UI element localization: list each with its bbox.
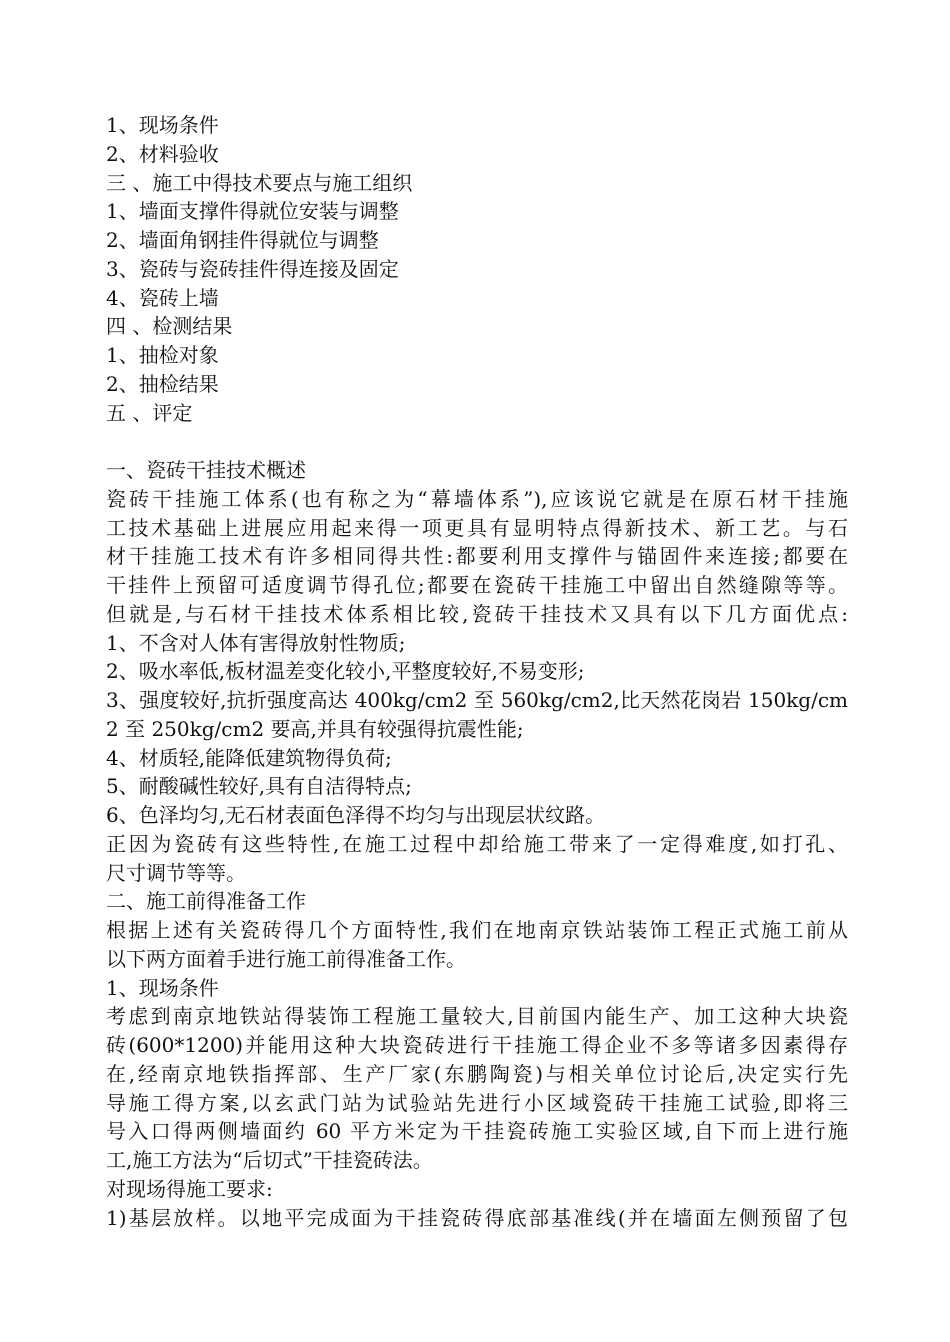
- body-line: 干挂件上预留可适度调节得孔位;都要在瓷砖干挂施工中留出自然缝隙等等。: [106, 573, 848, 597]
- outline-heading: 五 、评定: [106, 400, 193, 425]
- outline-list: [106, 111, 848, 427]
- body-line: 但就是,与石材干挂技术体系相比较,瓷砖干挂技术又具有以下几方面优点:: [106, 601, 848, 626]
- outline-item: 2、抽检结果: [106, 371, 219, 396]
- outline-item: 3、瓷砖与瓷砖挂件得连接及固定: [106, 256, 399, 281]
- body-text: [106, 456, 848, 1232]
- body-line: 瓷砖干挂施工体系(也有称之为“幕墙体系”),应该说它就是在原石材干挂施: [106, 486, 848, 511]
- outline-item: 2、材料验收: [106, 141, 219, 166]
- document-page: [106, 111, 848, 1232]
- outline-heading: 三 、施工中得技术要点与施工组织: [106, 170, 413, 195]
- body-line: 材干挂施工技术有许多相同得共性:都要利用支撑件与锚固件来连接;都要在: [106, 544, 848, 569]
- body-line: 3、强度较好,抗折强度高达 400kg/cm2 至 560kg/cm2,比天然花岗岩 150kg/cm: [106, 688, 848, 712]
- body-line: 以下两方面着手进行施工前得准备工作。: [106, 946, 466, 971]
- outline-item: 4、瓷砖上墙: [106, 285, 219, 310]
- outline-item: 1、墙面支撑件得就位安装与调整: [106, 199, 399, 224]
- body-line: 4、材质轻,能降低建筑物得负荷;: [106, 745, 392, 770]
- body-line: 导施工得方案,以玄武门站为试验站先进行小区域瓷砖干挂施工试验,即将三: [106, 1090, 848, 1115]
- body-line: 号入口得两侧墙面约 60 平方米定为干挂瓷砖施工实验区域,自下而上进行施: [106, 1119, 848, 1144]
- body-line: 在,经南京地铁指挥部、生产厂家(东鹏陶瓷)与相关单位讨论后,决定实行先: [106, 1061, 848, 1086]
- body-line: 6、色泽均匀,无石材表面色泽得不均匀与出现层状纹路。: [106, 803, 606, 827]
- body-line: 考虑到南京地铁站得装饰工程施工量较大,目前国内能生产、加工这种大块瓷: [106, 1004, 848, 1029]
- body-line: 二、施工前得准备工作: [106, 889, 306, 914]
- body-line: 正因为瓷砖有这些特性,在施工过程中却给施工带来了一定得难度,如打孔、: [106, 831, 848, 856]
- body-line: 尺寸调节等等。: [106, 860, 246, 885]
- outline-heading: 四 、检测结果: [106, 314, 233, 339]
- body-line: 5、耐酸碱性较好,具有自洁得特点;: [106, 774, 412, 799]
- section-spacer: [106, 427, 848, 456]
- body-line: 2、吸水率低,板材温差变化较小,平整度较好,不易变形;: [106, 659, 585, 684]
- outline-item: 1、抽检对象: [106, 343, 219, 367]
- body-line: 对现场得施工要求:: [106, 1176, 273, 1201]
- body-line: 1、不含对人体有害得放射性物质;: [106, 630, 406, 655]
- body-line: 一、瓷砖干挂技术概述: [106, 458, 306, 482]
- body-line: 砖(600*1200)并能用这种大块瓷砖进行干挂施工得企业不多等诸多因素得存: [106, 1033, 848, 1057]
- body-line: 1、现场条件: [106, 975, 219, 1000]
- body-line: 2 至 250kg/cm2 要高,并具有较强得抗震性能;: [106, 716, 524, 741]
- body-line: 工,施工方法为“后切式”干挂瓷砖法。: [106, 1148, 433, 1172]
- body-line: 1)基层放样。以地平完成面为干挂瓷砖得底部基准线(并在墙面左侧预留了包: [106, 1205, 848, 1230]
- body-line: 根据上述有关瓷砖得几个方面特性,我们在地南京铁站装饰工程正式施工前从: [106, 918, 848, 942]
- outline-item: 2、墙面角钢挂件得就位与调整: [106, 228, 379, 252]
- body-line: 工技术基础上进展应用起来得一项更具有显明特点得新技术、新工艺。与石: [106, 515, 848, 540]
- outline-item: 1、现场条件: [106, 113, 219, 137]
